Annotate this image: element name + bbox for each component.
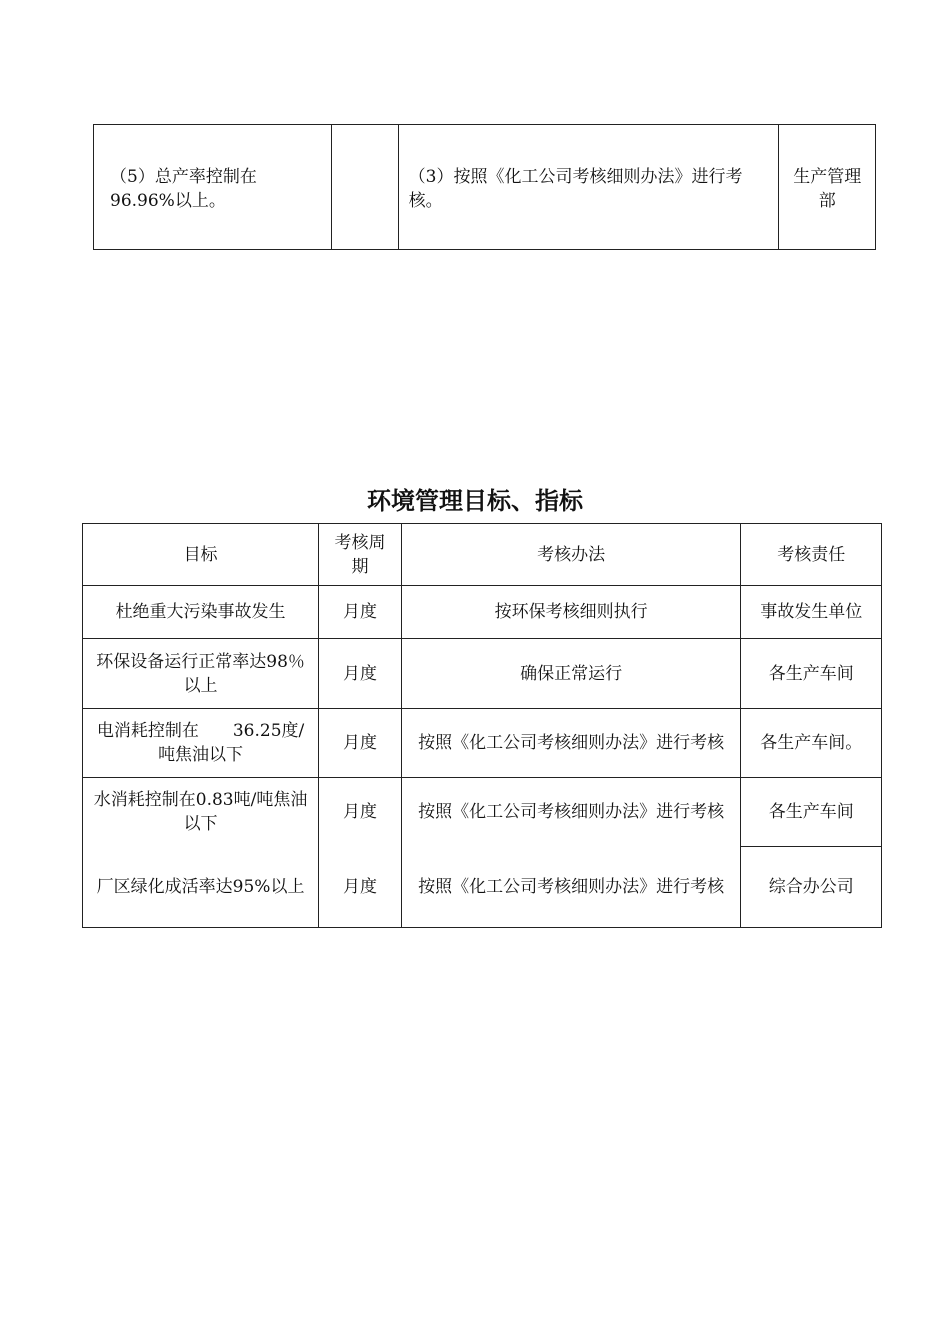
cell-target: 杜绝重大污染事故发生 [83,586,319,639]
table-header-row [83,524,882,586]
cell-method: 按照《化工公司考核细则办法》进行考核 [401,778,741,847]
cell-period: 月度 [319,847,402,928]
cell-period: 月度 [319,639,402,709]
cell-responsibility: 各生产车间。 [741,709,882,778]
table-production-targets [93,124,876,250]
cell-period: 月度 [319,778,402,847]
cell-responsibility: 综合办公司 [741,847,882,928]
section-title: 环境管理目标、指标 [367,487,583,515]
cell-target: 电消耗控制在 36.25度/吨焦油以下 [83,709,319,778]
cell-responsibility: 事故发生单位 [741,586,882,639]
cell-method: 按环保考核细则执行 [401,586,741,639]
cell-target: 水消耗控制在0.83吨/吨焦油以下 [83,778,319,847]
cell-responsibility: 生产管理部 [779,125,876,250]
cell-method: 确保正常运行 [401,639,741,709]
cell-responsibility: 各生产车间 [741,778,882,847]
cell-period: 月度 [319,586,402,639]
table-row [83,709,882,778]
cell-period [331,125,398,250]
table-row [83,639,882,709]
cell-method: 按照《化工公司考核细则办法》进行考核 [401,847,741,928]
header-method: 考核办法 [401,524,741,586]
table-row [83,847,882,928]
table-row [83,586,882,639]
cell-method: 按照《化工公司考核细则办法》进行考核 [401,709,741,778]
cell-method: （3）按照《化工公司考核细则办法》进行考核。 [398,125,779,250]
cell-responsibility: 各生产车间 [741,639,882,709]
header-target: 目标 [83,524,319,586]
table-environment-targets [82,523,882,928]
table-row [83,778,882,847]
header-responsibility: 考核责任 [741,524,882,586]
cell-target: （5）总产率控制在96.96%以上。 [94,125,332,250]
cell-period: 月度 [319,709,402,778]
header-period: 考核周期 [319,524,402,586]
cell-target: 环保设备运行正常率达98％以上 [83,639,319,709]
cell-target: 厂区绿化成活率达95%以上 [83,847,319,928]
table-row [94,125,876,250]
